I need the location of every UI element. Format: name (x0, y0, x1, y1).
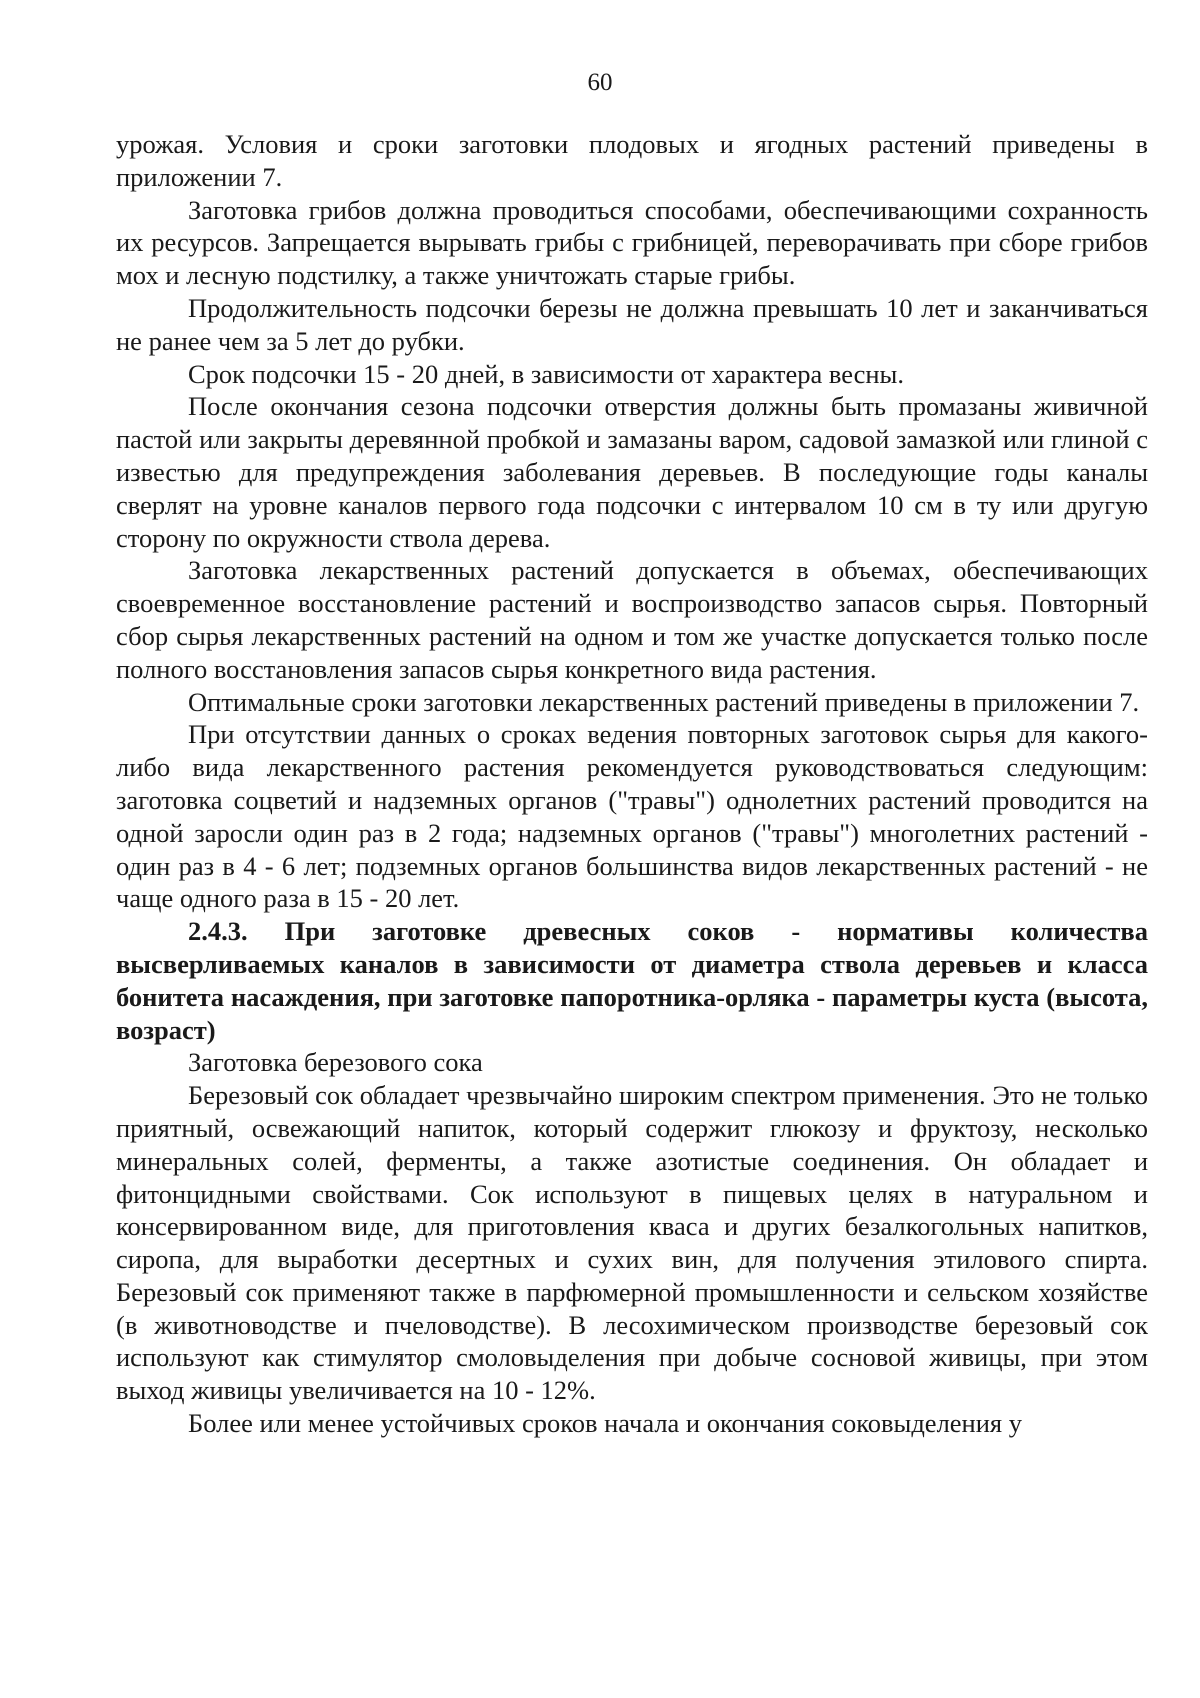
subsection-title: Заготовка березового сока (188, 1047, 483, 1078)
paragraph: Срок подсочки 15 - 20 дней, в зависимости от характера весны. (188, 358, 904, 389)
document-body (116, 128, 1148, 1440)
section-heading: 2.4.3. При заготовке древесных соков - нормативы количества высверливаемых каналов в зависимости от диаметра ствола деревьев и класса бонитета насаждения, при заготовке папоротника-орляка - параметры куста (высота, возраст) (116, 916, 1148, 1045)
paragraph: Березовый сок обладает чрезвычайно широким спектром применения. Это не только приятный, освежающий напиток, который содержит глюкозу и фруктозу, несколько минеральных солей, ферменты, а также азотистые соединения. Он обладает и фитонцидными свойствами. Сок используют в пищевых целях в натуральном и консервированном виде, для приготовления кваса и других безалкогольных напитков, сиропа, для выработки десертных и сухих вин, для получения этилового спирта. Березовый сок применяют также в парфюмерной промышленности и сельском хозяйстве (в животноводстве и пчеловодстве). В лесохимическом производстве березовый сок используют как стимулятор смоловыделения при добыче сосновой живицы, при этом выход живицы увеличивается на 10 - 12%. (116, 1080, 1148, 1406)
page-number: 60 (587, 69, 613, 96)
paragraph: Продолжительность подсочки березы не должна превышать 10 лет и заканчиваться не ранее чем за 5 лет до рубки. (116, 292, 1148, 356)
paragraph: Заготовка грибов должна проводиться способами, обеспечивающими сохранность их ресурсов. Запрещается вырывать грибы с грибницей, переворачивать при сборе грибов мох и лесную подстилку, а также уничтожать старые грибы. (116, 194, 1148, 291)
paragraph: При отсутствии данных о сроках ведения повторных заготовок сырья для какого-либо вида лекарственного растения рекомендуется руководствоваться следующим: заготовка соцветий и надземных органов ("травы") однолетних растений проводится на одной заросли один раз в 2 года; надземных органов ("травы") многолетних растений - один раз в 4 - 6 лет; подземных органов большинства видов лекарственных растений - не чаще одного раза в 15 - 20 лет. (116, 719, 1148, 914)
paragraph: После окончания сезона подсочки отверстия должны быть промазаны живичной пастой или закрыты деревянной пробкой и замазаны варом, садовой замазкой или глиной с известью для предупреждения заболевания деревьев. В последующие годы каналы сверлят на уровне каналов первого года подсочки с интервалом 10 см в ту или другую сторону по окружности ствола дерева. (116, 391, 1148, 553)
paragraph: урожая. Условия и сроки заготовки плодовых и ягодных растений приведены в приложении 7. (116, 129, 1148, 192)
paragraph: Заготовка лекарственных растений допускается в объемах, обеспечивающих своевременное восстановление растений и воспроизводство запасов сырья. Повторный сбор сырья лекарственных растений на одном и том же участке допускается только после полного восстановления запасов сырья конкретного вида растения. (116, 555, 1148, 684)
paragraph: Оптимальные сроки заготовки лекарственных растений приведены в приложении 7. (188, 686, 1140, 717)
paragraph: Более или менее устойчивых сроков начала и окончания соковыделения у (188, 1408, 1022, 1439)
